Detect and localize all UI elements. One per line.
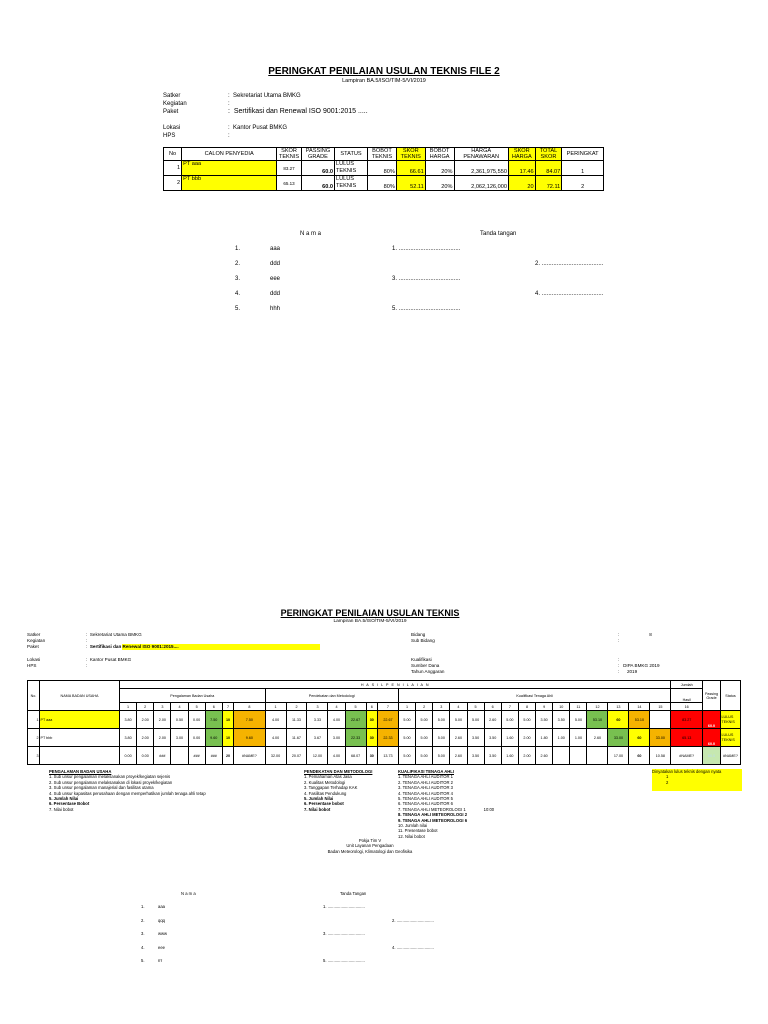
doc1-title: PERINGKAT PENILAIAN USULAN TEKNIS FILE 2 [268,66,500,77]
row-peringkat: 1 [562,161,604,176]
row-hasil: 65.13 [671,729,703,747]
num-cell: 4 [450,703,467,711]
score-cell: 22.67 [345,711,366,729]
score-cell: 1.00 [570,729,587,747]
row-harga: 2,361,975,550 [454,161,508,176]
row-no: 2 [164,176,182,191]
row-no: 1 [164,161,182,176]
doc2-info-labels-right: Bidang Sub Bidang Kualifikasi Sumber Dana Tahun Anggaran [411,632,445,674]
doc1-info-labels: Satker Kegiatan Paket Lokasi HPS [163,93,187,139]
col-status: Status [721,681,741,711]
hasil-subheader: Hasil [671,689,703,703]
doc2-signature-5: 5. ................................ [323,958,365,963]
score-cell: 5.00 [450,711,467,729]
score-cell: 30 [366,729,377,747]
legend-pendekatan: PENDEKATAN DAN METODOLOGI 1. Pemahaman Atas Jasa 2. Kualitas Metodologi 3. Tanggapan Terhadap KAK 4. Fasilitas Pendukung 5. Jumlah Nilai 6. Persentase bobot 7. Nilai bobot [304,769,373,812]
row-skor-teknis: 52.11 [396,176,425,191]
num-cell: 14 [629,703,650,711]
score-cell: 11.33 [286,711,307,729]
score-cell [650,711,671,729]
score-cell: 2.00 [518,747,535,765]
row-skor-teknis: 66.61 [396,161,425,176]
num-cell: 1 [120,703,137,711]
score-cell: 2.60 [587,729,608,747]
doc2-sign-tanda-header: Tanda Tangan [340,891,367,896]
score-cell: 5.00 [501,711,518,729]
num-cell: 16 [671,703,703,711]
score-cell: 2.00 [154,729,171,747]
score-cell: 3.50 [536,711,553,729]
row-passing: 60.0 [703,711,721,729]
score-cell: 5.00 [416,729,433,747]
col-calon-penyedia: CALON PENYEDIA [182,148,277,161]
num-cell: 7 [377,703,398,711]
score-cell: 2.60 [450,747,467,765]
row-status: LULUS TEKNIS [721,729,741,747]
score-cell [553,747,570,765]
score-cell: 30 [366,711,377,729]
score-cell: 11.67 [286,729,307,747]
score-cell: 3.50 [553,711,570,729]
score-cell: 20 [222,747,233,765]
score-cell: 0.50 [171,711,188,729]
doc1-sign-nama-header: N a m a [300,231,322,237]
score-cell: 10 [222,711,233,729]
doc2-info-values-left: : Sekretariat Utama BMKG : : Sertifikasi dan Renewal ISO 9001:2015.... : Kantor Pusat BMKG : [86,632,320,669]
row-peringkat: 2 [562,176,604,191]
doc2-signer-4: 4. eee [141,945,165,950]
doc1-signature-4: 4. ..................................... [535,291,604,297]
row-name: PT aaa [40,711,120,729]
score-cell: 3.80 [120,729,137,747]
score-cell: 5.00 [416,747,433,765]
score-cell: 22.33 [345,729,366,747]
row-skor-harga: 17.46 [508,161,535,176]
doc2-signature-4: 4. ................................ [392,945,434,950]
score-cell: 5.00 [398,747,415,765]
score-cell: ### [154,747,171,765]
col-skor-harga: SKOR HARGA [508,148,535,161]
row-bobot-harga: 20% [425,176,454,191]
num-cell: 1 [265,703,286,711]
row-hasil: 83.27 [671,711,703,729]
score-cell: 53.10 [587,711,608,729]
score-cell: 4.00 [265,711,286,729]
doc2-title: PERINGKAT PENILAIAN USULAN TEKNIS [280,608,460,618]
legend-kualifikasi: KUALIFIKASI TENAGA AHLI 1. TENAGA AHLI AUDITOR 1 2. TENAGA AHLI AUDITOR 2 3. TENAGA AHLI AUDITOR 3 4. TENAGA AHLI AUDITOR 4 5. TENAGA AHLI AUDITOR 5 6. TENAGA AHLI AUDITOR 6 7. TENAGA AHLI METEOROLOGI 1 10:00 8. TENAGA AHLI METEOROLOGI 2 9. TENAGA AHLI METEOROLOGI 6 10. Jumlah nilai 11. Presentase bobot 12. Nilai bobot [398,769,495,839]
row-skor: 83.27 [277,161,302,176]
score-cell [171,747,188,765]
score-cell: 0.00 [188,729,205,747]
doc2-signer-1: 1. aaa [141,904,165,909]
table-row [164,161,604,176]
col-bobot-teknis: BOBOT TEKNIS [368,148,397,161]
num-cell: 11 [570,703,587,711]
doc2-signer-3: 3. www [141,931,168,936]
score-cell: 3.50 [467,729,484,747]
score-cell: 22.33 [377,729,398,747]
row-name: PT bbb [182,176,277,191]
col-total-skor: TOTAL SKOR [535,148,562,161]
score-cell [587,747,608,765]
col-bobot-harga: BOBOT HARGA [425,148,454,161]
col-skor-teknis-weighted: SKOR TEKNIS [396,148,425,161]
score-cell: 1.60 [501,747,518,765]
row-total: 72.11 [535,176,562,191]
row-passing: 60.0 [301,161,334,176]
score-cell: 5.00 [433,711,450,729]
time-note: 10:00 [483,806,495,812]
doc1-ranking-table [163,147,604,191]
score-cell: 2.60 [536,747,553,765]
score-cell: 13.73 [377,747,398,765]
doc2-signature-2: 2. ................................ [392,918,434,923]
score-cell: 7.50 [205,711,222,729]
score-cell: 3.00 [171,729,188,747]
score-cell: 5.00 [398,729,415,747]
num-cell: 2 [286,703,307,711]
row-name: PT bbb [40,729,120,747]
doc2-signer-2: 2. qqq [141,918,165,923]
num-cell: 6 [205,703,222,711]
row-status: LULUS TEKNIS [334,176,367,191]
score-cell: 2.00 [518,729,535,747]
score-cell: 30 [366,747,377,765]
num-cell: 5 [188,703,205,711]
row-bobot-harga: 20% [425,161,454,176]
table-row [164,176,604,191]
score-cell: ### [205,747,222,765]
num-cell: 6 [484,703,501,711]
score-cell: 9.60 [205,729,222,747]
col-no: No. [28,681,40,711]
score-cell: 10 [222,729,233,747]
num-cell: 2 [137,703,154,711]
doc1-signature-2: 2. ..................................... [535,261,604,267]
score-cell: 60 [629,747,650,765]
score-cell: 5.00 [570,711,587,729]
score-cell: 4.00 [328,747,345,765]
column-numbers-row [28,703,741,711]
score-cell: 33.00 [608,729,629,747]
score-cell: 0.00 [137,747,154,765]
col-no: No [164,148,182,161]
col-passing-grade: PASSING GRADE [301,148,334,161]
score-cell: 5.00 [416,711,433,729]
row-passing: 60.0 [301,176,334,191]
score-cell: 2.00 [137,711,154,729]
doc2-info-values-right: : 8 : : : DIPA BMKG 2019 : 2019 [618,632,660,674]
num-cell: 7 [222,703,233,711]
score-cell: 3.67 [307,729,328,747]
score-cell: 9.60 [234,729,265,747]
score-cell: 1.60 [501,729,518,747]
row-no: 3 [28,747,40,765]
num-cell: 3 [433,703,450,711]
row-no: 2 [28,729,40,747]
doc2-signature-3: 3. ................................ [323,931,365,936]
num-cell: 3 [154,703,171,711]
row-harga: 2,062,126,000 [454,176,508,191]
score-cell: 32.00 [265,747,286,765]
doc1-signature-5: 5. ..................................... [392,306,461,312]
num-cell: 9 [536,703,553,711]
score-cell: 3.80 [120,711,137,729]
score-cell: 10.58 [650,747,671,765]
score-cell: 2.00 [154,711,171,729]
score-cell: 1.00 [553,729,570,747]
score-cell: 60 [608,711,629,729]
row-hasil: #NAME? [671,747,703,765]
col-skor-teknis: SKOR TEKNIS [277,148,302,161]
num-cell: 8 [518,703,535,711]
hasil-penilaian-header: H A S I L P E N I L A I A N [120,681,671,689]
num-cell: 8 [234,703,265,711]
doc1-signer-2: 2. ddd [235,261,281,267]
score-cell: 12.00 [307,747,328,765]
score-cell: 3.50 [484,747,501,765]
score-cell: 2.60 [450,729,467,747]
group-kualifikasi: Kualifikasi Tenaga Ahli [398,689,670,703]
score-cell: 5.00 [433,747,450,765]
num-cell: 1 [398,703,415,711]
row-name [40,747,120,765]
row-skor: 65.13 [277,176,302,191]
score-cell: 5.00 [467,711,484,729]
row-bobot-teknis: 80% [368,176,397,191]
col-peringkat: PERINGKAT [562,148,604,161]
num-cell: 10 [553,703,570,711]
score-cell: 2.00 [137,729,154,747]
doc1-sign-tanda-header: Tanda tangan [480,231,517,237]
col-nama-badan-usaha: NAMA BADAN USAHA [40,681,120,711]
doc1-signer-4: 4. ddd [235,291,281,297]
row-passing: 60.0 [703,729,721,747]
score-cell: 2.60 [484,711,501,729]
num-cell: 3 [307,703,328,711]
doc2-info-labels-left: Satker Kegiatan Paket Lokasi HPS [27,632,46,668]
group-pendekatan: Pendekatan dan Metodologi [265,689,398,703]
doc2-sign-nama-header: N a m a [181,891,196,896]
score-cell: 5.00 [433,729,450,747]
doc1-subtitle: Lampiran BA.5/ISO/TIM-5/VI/2019 [342,78,426,84]
num-cell: 2 [416,703,433,711]
doc2-subtitle: Lampiran BA.5/ISO/TIM-5/VI/2019 [333,619,407,624]
num-cell: 4 [328,703,345,711]
row-bobot-teknis: 80% [368,161,397,176]
score-cell: 3.50 [467,747,484,765]
num-cell: 12 [587,703,608,711]
score-cell: 68.07 [345,747,366,765]
doc1-signature-1: 1. ..................................... [392,246,461,252]
num-cell: 7 [501,703,518,711]
num-cell: 5 [467,703,484,711]
score-cell: 3.33 [307,711,328,729]
doc2-signature-1: 1. ................................ [323,904,365,909]
doc1-signer-5: 5. hhh [235,306,281,312]
row-no: 1 [28,711,40,729]
table-row [28,747,741,765]
num-cell: 6 [366,703,377,711]
row-status: LULUS TEKNIS [334,161,367,176]
score-cell: 3.00 [328,729,345,747]
doc2-signer-5: 5. rrr [141,958,163,963]
score-cell: 53.10 [629,711,650,729]
score-cell: 5.00 [518,711,535,729]
doc2-score-table [27,680,741,765]
doc1-signer-3: 3. eee [235,276,281,282]
lulus-note: Dinyatakan lulus teknis dengan nyata 1 2 [652,769,742,791]
num-cell: 5 [345,703,366,711]
score-cell: 60 [629,729,650,747]
doc1-info-values: : Sekretariat Utama BMKG : : Sertifikasi dan Renewal ISO 9001:2015 ..... : Kantor Pusat BMKG : [228,93,368,139]
col-passing-grade: Passing Grade [703,681,721,711]
score-cell: #NAME? [234,747,265,765]
row-name: PT aaa [182,161,277,176]
score-cell: 3.50 [484,729,501,747]
score-cell: 1.80 [536,729,553,747]
doc1-signature-3: 3. ..................................... [392,276,461,282]
score-cell: 20.07 [286,747,307,765]
num-cell: 4 [171,703,188,711]
score-cell: 33.00 [650,729,671,747]
num-cell: 15 [650,703,671,711]
score-cell: 0.00 [188,711,205,729]
legend-pengalaman: PENGALAMAN BADAN USAHA 1. Sub unsur pengalaman melaksanakan proyek/kegiatan sejenis 2. Sub unsur pengalaman melaksanakan di lokasi proyek/kegiatan 3. Sub unsur pengalaman manajerial dan fasilitas utama 4. Sub unsur kapasitas perusahaan dengan memperhatikan jumlah tenaga ahli tetap 5. Jumlah Nilai 6. Persentase Bobot 7. Nilai bobot [49,769,206,812]
score-cell: 0.00 [120,747,137,765]
group-pengalaman: Pengalaman Badan Usaha [120,689,266,703]
table-row [28,729,741,747]
col-harga-penawaran: HARGA PENAWARAN [454,148,508,161]
pokja-block: Pokja Tim V Unit Layanan Pengadaan Badan Meteorologi, Klimatologi dan Geofisika [327,838,413,854]
doc1-signer-1: 1. aaa [235,246,281,252]
row-total: 84.07 [535,161,562,176]
score-cell: 17.00 [608,747,629,765]
score-cell: 4.00 [265,729,286,747]
score-cell: 5.00 [398,711,415,729]
col-status: STATUS [334,148,367,161]
num-cell: 13 [608,703,629,711]
row-status: #NAME? [721,747,741,765]
score-cell: 22.67 [377,711,398,729]
score-cell: ### [188,747,205,765]
score-cell [570,747,587,765]
score-cell: 4.00 [328,711,345,729]
doc1-header-row [164,148,604,161]
jumlah-header: Jumlah [671,681,703,689]
row-status: LULUS TEKNIS [721,711,741,729]
row-skor-harga: 20 [508,176,535,191]
table-row [28,711,741,729]
row-passing: 60.0 [703,747,721,765]
score-cell: 7.50 [234,711,265,729]
